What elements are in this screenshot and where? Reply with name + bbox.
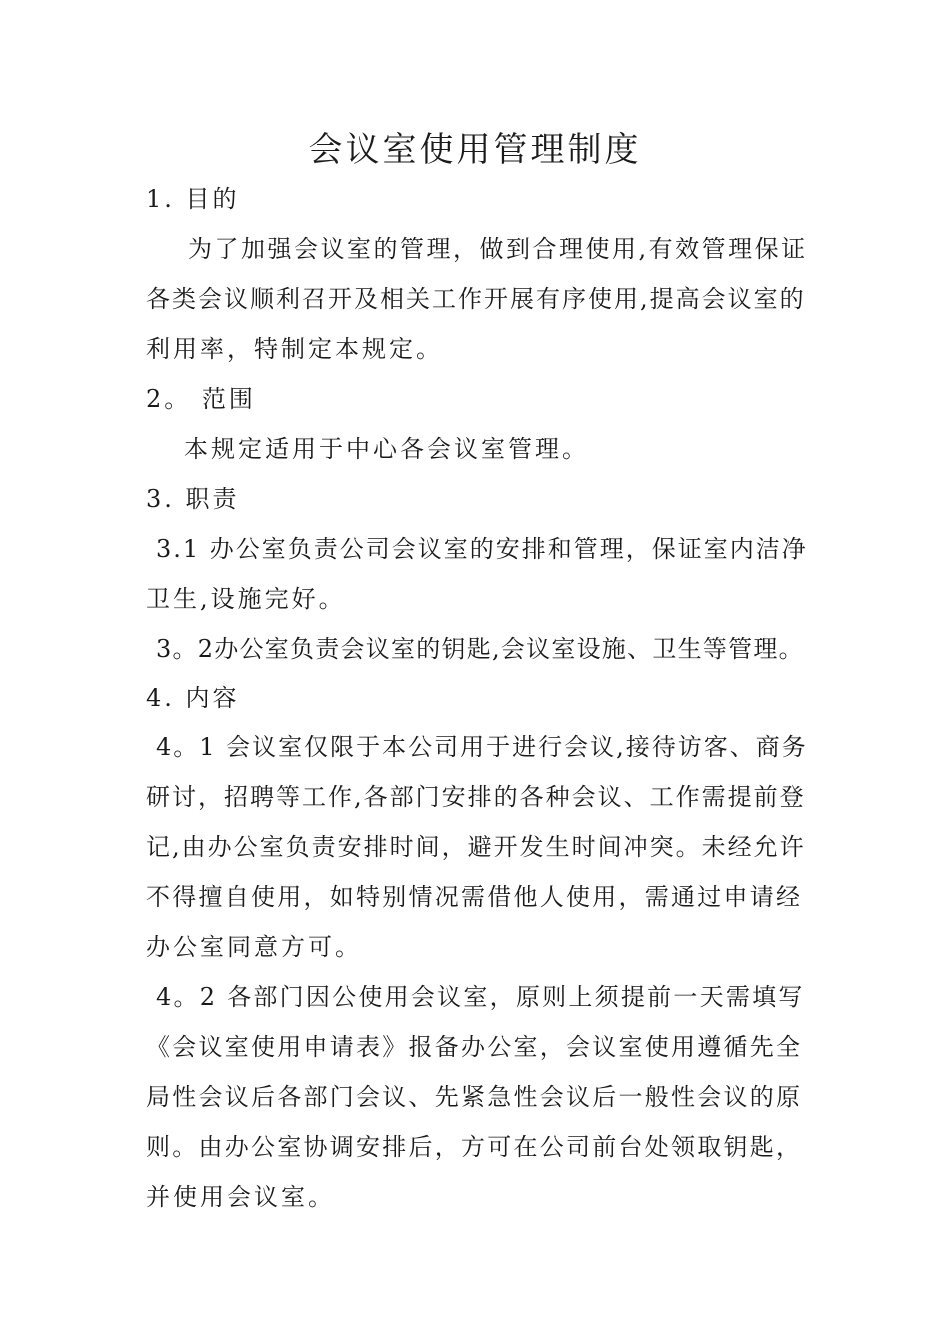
clause-line: 办公室同意方可。 — [146, 933, 362, 961]
clause-line: 局性会议后各部门会议、先紧急性会议后一般性会议的原 — [146, 1083, 803, 1111]
clause-line: 记,由办公室负责安排时间，避开发生时间冲突。未经允许 — [146, 833, 806, 861]
clause-line: 研讨，招聘等工作,各部门安排的各种会议、工作需提前登 — [146, 783, 806, 811]
paragraph-line: 为了加强会议室的管理，做到合理使用,有效管理保证 — [188, 235, 808, 263]
paragraph-line: 利用率，特制定本规定。 — [146, 335, 443, 363]
clause-line: 不得擅自使用，如特别情况需借他人使用，需通过申请经 — [146, 883, 803, 911]
document-title: 会议室使用管理制度 — [308, 130, 642, 170]
clause-line: 卫生,设施完好。 — [146, 585, 346, 613]
clause-line: 则。由办公室协调安排后，方可在公司前台处领取钥匙， — [146, 1133, 803, 1161]
paragraph-line: 本规定适用于中心各会议室管理。 — [184, 435, 589, 463]
section-heading-responsibilities: 3. 职责 — [146, 485, 240, 513]
section-heading-purpose: 1. 目的 — [146, 185, 240, 213]
clause-line: 4。1 会议室仅限于本公司用于进行会议,接待访客、商务 — [156, 733, 808, 761]
section-heading-content: 4. 内容 — [146, 684, 240, 712]
clause-line: 并使用会议室。 — [146, 1183, 335, 1211]
clause-line: 4。2 各部门因公使用会议室，原则上须提前一天需填写 — [156, 983, 805, 1011]
paragraph-line: 各类会议顺利召开及相关工作开展有序使用,提高会议室的 — [146, 285, 806, 313]
clause-line: 3.1 办公室负责公司会议室的安排和管理，保证室内洁净 — [156, 535, 808, 563]
clause-line: 《会议室使用申请表》报备办公室，会议室使用遵循先全 — [146, 1033, 803, 1061]
clause-line: 3。2办公室负责会议室的钥匙,会议室设施、卫生等管理。 — [156, 635, 804, 663]
section-heading-scope: 2。 范围 — [146, 385, 256, 413]
